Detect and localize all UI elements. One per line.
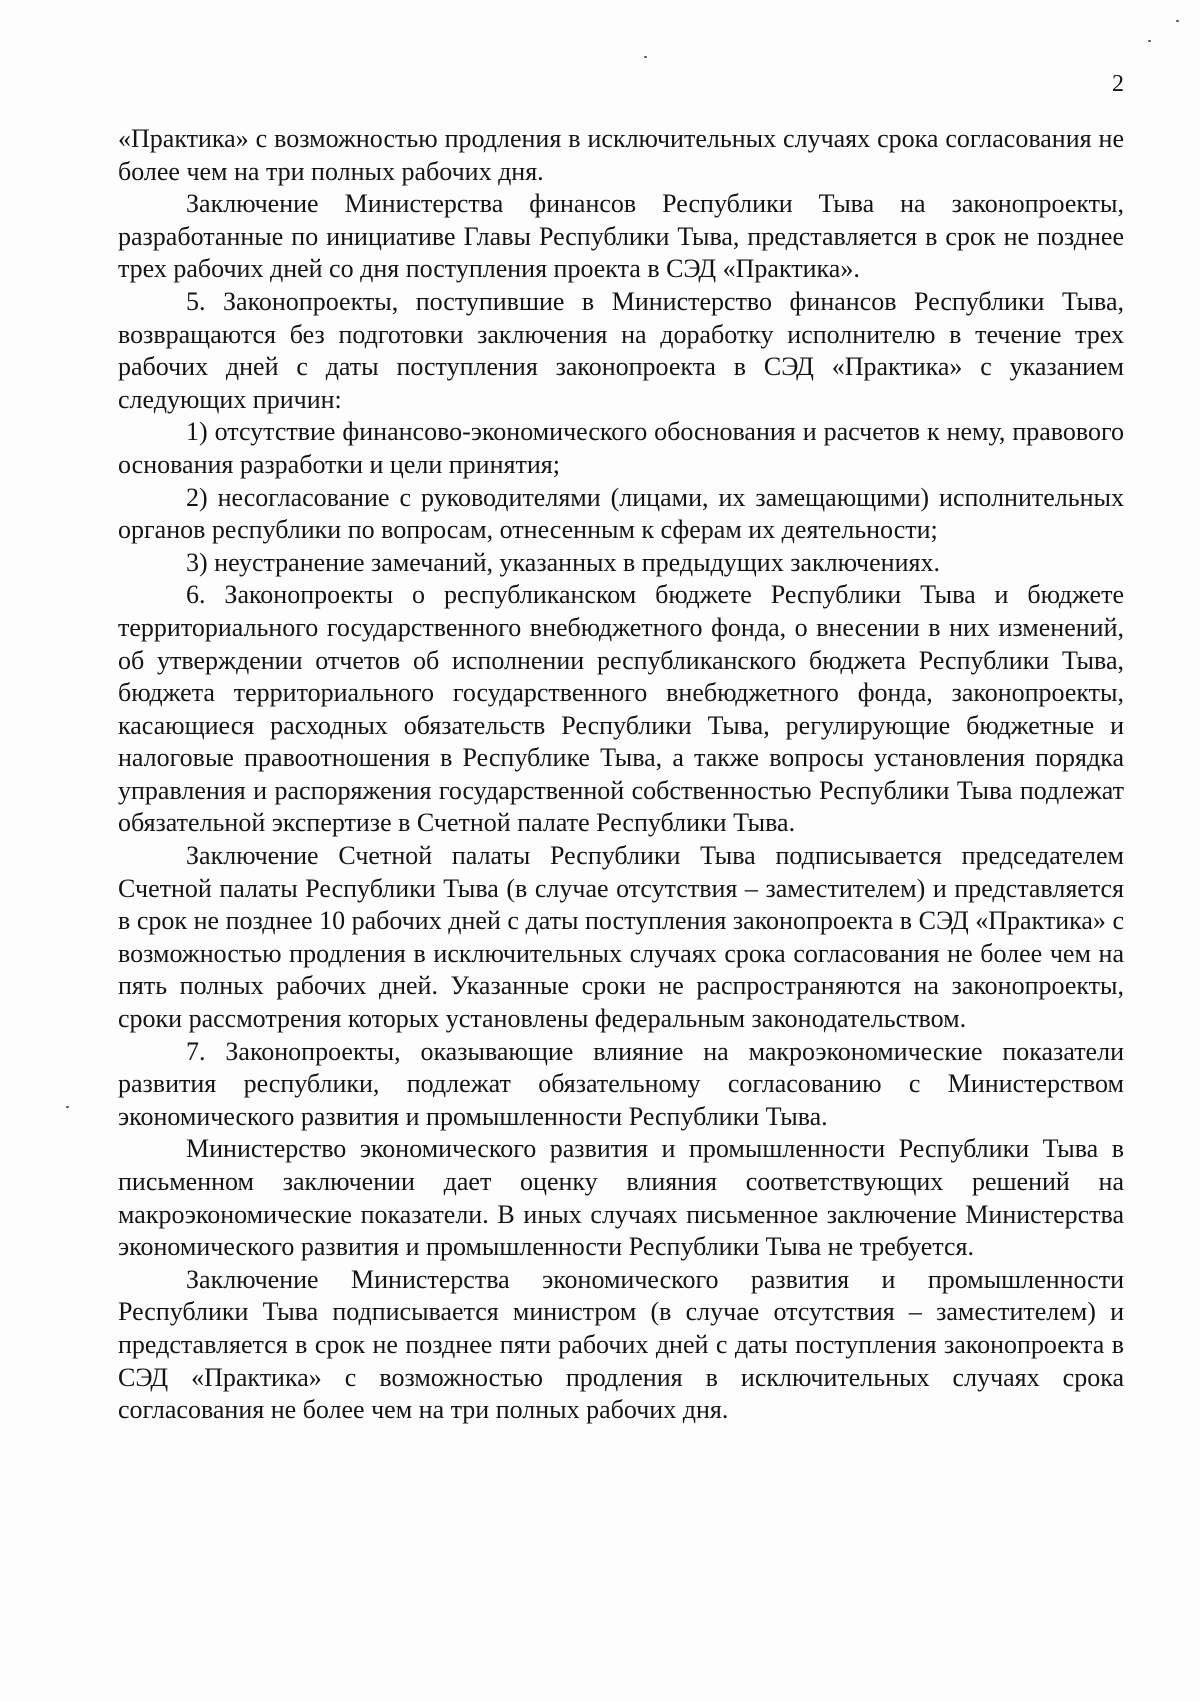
list-item: 3) неустранение замечаний, указанных в предыдущих заключениях. [186, 547, 940, 577]
document-body [118, 123, 1124, 1427]
paragraph: Министерство экономического развития и промышленности Республики Тыва в письменном заключении дает оценку влияния соответствующих решений на макроэкономические показатели. В иных случаях письменное заключение Министерства экономического развития и промышленности Республики Тыва не требуется. [118, 1134, 1124, 1262]
paragraph: «Практика» с возможностью продления в исключительных случаях срока согласования не более чем на три полных рабочих дня. [118, 124, 1124, 186]
paragraph: Заключение Счетной палаты Республики Тыва подписывается председателем Счетной палаты Республики Тыва (в случае отсутствия – заместителем) и представляется в срок не позднее 10 рабочих дней с даты поступления законопроекта в СЭД «Практика» с возможностью продления в исключительных случаях срока согласования не более чем на пять полных рабочих дней. Указанные сроки не распространяются на законопроекты, сроки рассмотрения которых установлены федеральным законодательством. [118, 841, 1124, 1034]
paragraph: 7. Законопроекты, оказывающие влияние на макроэкономические показатели развития республики, подлежат обязательному согласованию с Министерством экономического развития и промышленности Республики Тыва. [118, 1036, 1124, 1131]
scan-speck [66, 1106, 69, 1108]
paragraph: Заключение Министерства финансов Республики Тыва на законопроекты, разработанные по инициативе Главы Республики Тыва, представляется в срок не позднее трех рабочих дней со дня поступления проекта в СЭД «Практика». [118, 189, 1124, 284]
list-item: 2) несогласование с руководителями (лицами, их замещающими) исполнительных органов республики по вопросам, отнесенным к сферам их деятельности; [118, 482, 1124, 545]
scan-speck [1148, 40, 1151, 42]
page-number: 2 [1112, 71, 1124, 97]
paragraph: 5. Законопроекты, поступившие в Министерство финансов Республики Тыва, возвращаются без подготовки заключения на доработку исполнителю в течение трех рабочих дней с даты поступления законопроекта в СЭД «Практика» с указанием следующих причин: [118, 286, 1124, 414]
scan-speck [1176, 20, 1179, 22]
list-item: 1) отсутствие финансово-экономического обоснования и расчетов к нему, правового основания разработки и цели принятия; [118, 417, 1124, 479]
paragraph: 6. Законопроекты о республиканском бюджете Республики Тыва и бюджете территориального государственного внебюджетного фонда, о внесении в них изменений, об утверждении отчетов об исполнении республиканского бюджета Республики Тыва, бюджета территориального государственного внебюджетного фонда, законопроекты, касающиеся расходных обязательств Республики Тыва, регулирующие бюджетные и налоговые правоотношения в Республике Тыва, а также вопросы установления порядка управления и распоряжения государственной собственностью Республики Тыва подлежат обязательной экспертизе в Счетной палате Республики Тыва. [118, 580, 1124, 838]
paragraph: Заключение Министерства экономического развития и промышленности Республики Тыва подписывается министром (в случае отсутствия – заместителем) и представляется в срок не позднее пяти рабочих дней с даты поступления законопроекта в СЭД «Практика» с возможностью продления в исключительных случаях срока согласования не более чем на три полных рабочих дня. [118, 1264, 1124, 1425]
scan-speck [644, 56, 647, 58]
